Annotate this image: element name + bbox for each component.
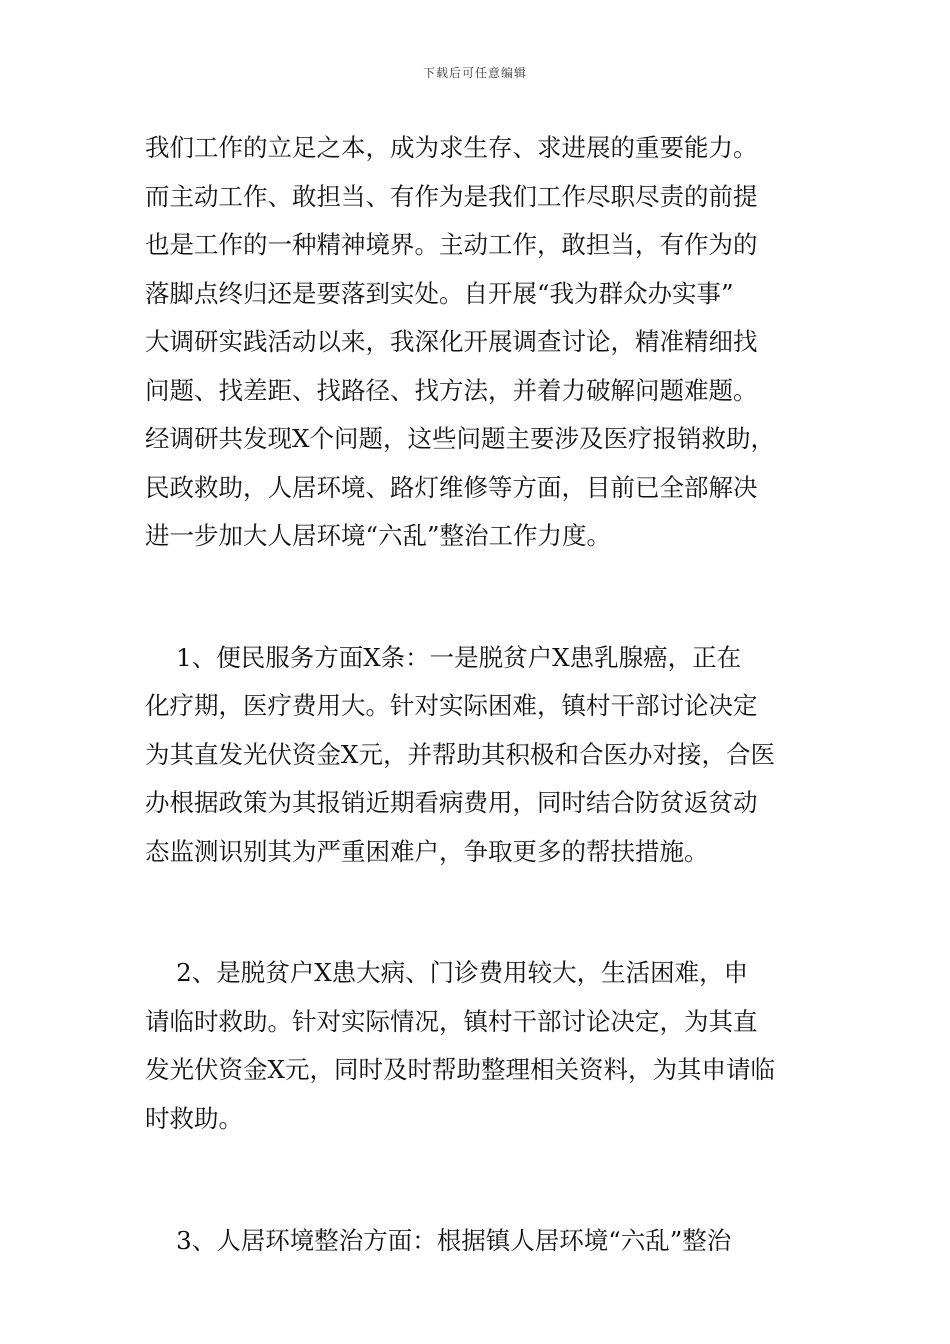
text-line: 我们工作的立足之本，成为求生存、求进展的重要能力。	[145, 133, 758, 162]
text-line: 请临时救助。针对实际情况，镇村干部讨论决定，为其直	[145, 1006, 758, 1036]
text-line: 办根据政策为其报销近期看病费用，同时结合防贫返贫动	[145, 788, 758, 817]
text-line: 化疗期，医疗费用大。针对实际困难，镇村干部讨论决定	[145, 691, 758, 720]
paragraph-gap	[145, 561, 805, 634]
paragraph-2	[145, 634, 805, 877]
paragraph-gap	[145, 876, 805, 949]
text-line: 2、是脱贫户X患大病、门诊费用较大，生活困难，申	[145, 958, 749, 987]
text-line: 经调研共发现X个问题，这些问题主要涉及医疗报销救助，	[145, 424, 775, 453]
text-line: 为其直发光伏资金X元，并帮助其积极和合医办对接，合医	[145, 739, 775, 769]
text-line: 落脚点终归还是要落到实处。自开展“我为群众办实事”	[145, 278, 734, 308]
text-line: 态监测识别其为严重困难户，争取更多的帮扶措施。	[145, 836, 709, 866]
text-line: 也是工作的一种精神境界。主动工作，敢担当，有作为的	[145, 230, 758, 259]
document-body	[145, 124, 805, 1266]
paragraph-gap	[145, 1143, 805, 1217]
text-line: 3、人居环境整治方面：根据镇人居环境“六乱”整治	[145, 1226, 732, 1255]
paragraph-4	[145, 1217, 805, 1266]
paragraph-3	[145, 949, 805, 1143]
text-line: 问题、找差距、找路径、找方法，并着力破解问题难题。	[145, 375, 758, 405]
text-line: 1、便民服务方面X条：一是脱贫户X患乳腺癌，正在	[145, 642, 742, 672]
paragraph-1	[145, 124, 805, 561]
text-line: 而主动工作、敢担当、有作为是我们工作尽职尽责的前提	[145, 181, 758, 211]
text-line: 进一步加大人居环境“六乱”整治工作力度。	[145, 521, 612, 550]
text-line: 大调研实践活动以来，我深化开展调查讨论，精准精细找	[145, 327, 758, 356]
text-line: 民政救助，人居环境、路灯维修等方面，目前已全部解决	[145, 472, 758, 502]
page-header: 下载后可任意编辑	[422, 66, 527, 80]
text-line: 发光伏资金X元，同时及时帮助整理相关资料，为其申请临	[145, 1055, 775, 1084]
text-line: 时救助。	[145, 1103, 243, 1133]
